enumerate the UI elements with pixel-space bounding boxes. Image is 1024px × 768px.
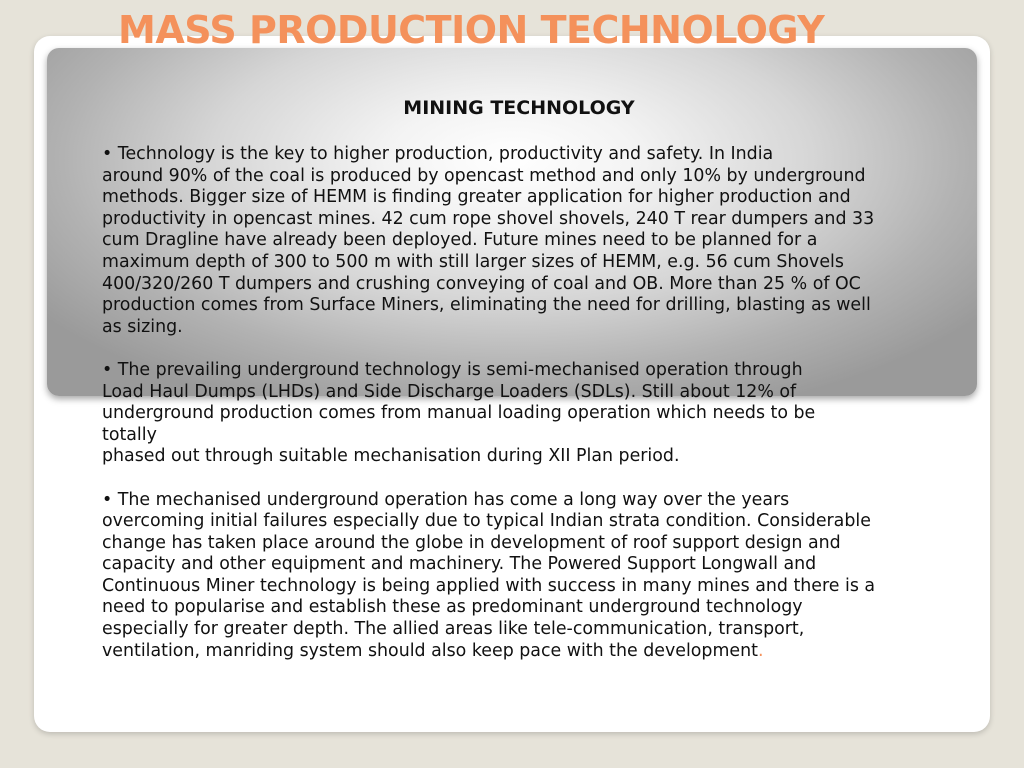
- text-line: ventilation, manriding system should also keep pace with the development: [102, 640, 758, 661]
- text-line: production comes from Surface Miners, eliminating the need for drilling, blasting as well: [102, 295, 871, 316]
- section-heading: MINING TECHNOLOGY: [403, 97, 635, 119]
- body-text: [102, 144, 938, 684]
- text-line: productivity in opencast mines. 42 cum rope shovel shovels, 240 T rear dumpers and 33: [102, 208, 875, 229]
- text-line: overcoming initial failures especially due to typical Indian strata condition. Considerable: [102, 511, 871, 532]
- text-line: • The prevailing underground technology is semi-mechanised operation through: [102, 359, 803, 380]
- text-line: capacity and other equipment and machinery. The Powered Support Longwall and: [102, 554, 817, 575]
- paragraph-underground: [102, 360, 938, 468]
- text-line: Continuous Miner technology is being applied with success in many mines and there is a: [102, 575, 876, 596]
- text-line: phased out through suitable mechanisation during XII Plan period.: [102, 446, 680, 467]
- text-line: • Technology is the key to higher production, productivity and safety. In India: [102, 144, 774, 164]
- text-line: • The mechanised underground operation has come a long way over the years: [102, 489, 790, 510]
- text-line: underground production comes from manual loading operation which needs to be: [102, 403, 816, 424]
- text-line: especially for greater depth. The allied areas like tele-communication, transport,: [102, 619, 805, 640]
- text-line: need to popularise and establish these as predominant underground technology: [102, 597, 803, 618]
- text-line: 400/320/260 T dumpers and crushing conveying of coal and OB. More than 25 % of OC: [102, 273, 861, 294]
- text-line: methods. Bigger size of HEMM is finding greater application for higher production and: [102, 187, 851, 208]
- text-line: Load Haul Dumps (LHDs) and Side Discharge Loaders (SDLs). Still about 12% of: [102, 381, 797, 402]
- slide-title: MASS PRODUCTION TECHNOLOGY: [118, 8, 825, 52]
- text-line: totally: [102, 424, 157, 445]
- trailing-period: .: [757, 640, 764, 661]
- paragraph-opencast: [102, 144, 938, 338]
- text-line: change has taken place around the globe in development of roof support design and: [102, 532, 841, 553]
- text-line: as sizing.: [102, 316, 183, 337]
- paragraph-mechanised: [102, 490, 938, 663]
- text-line: cum Dragline have already been deployed. Future mines need to be planned for a: [102, 230, 818, 251]
- text-line: maximum depth of 300 to 500 m with still larger sizes of HEMM, e.g. 56 cum Shovels: [102, 251, 844, 272]
- text-line: around 90% of the coal is produced by opencast method and only 10% by underground: [102, 165, 866, 186]
